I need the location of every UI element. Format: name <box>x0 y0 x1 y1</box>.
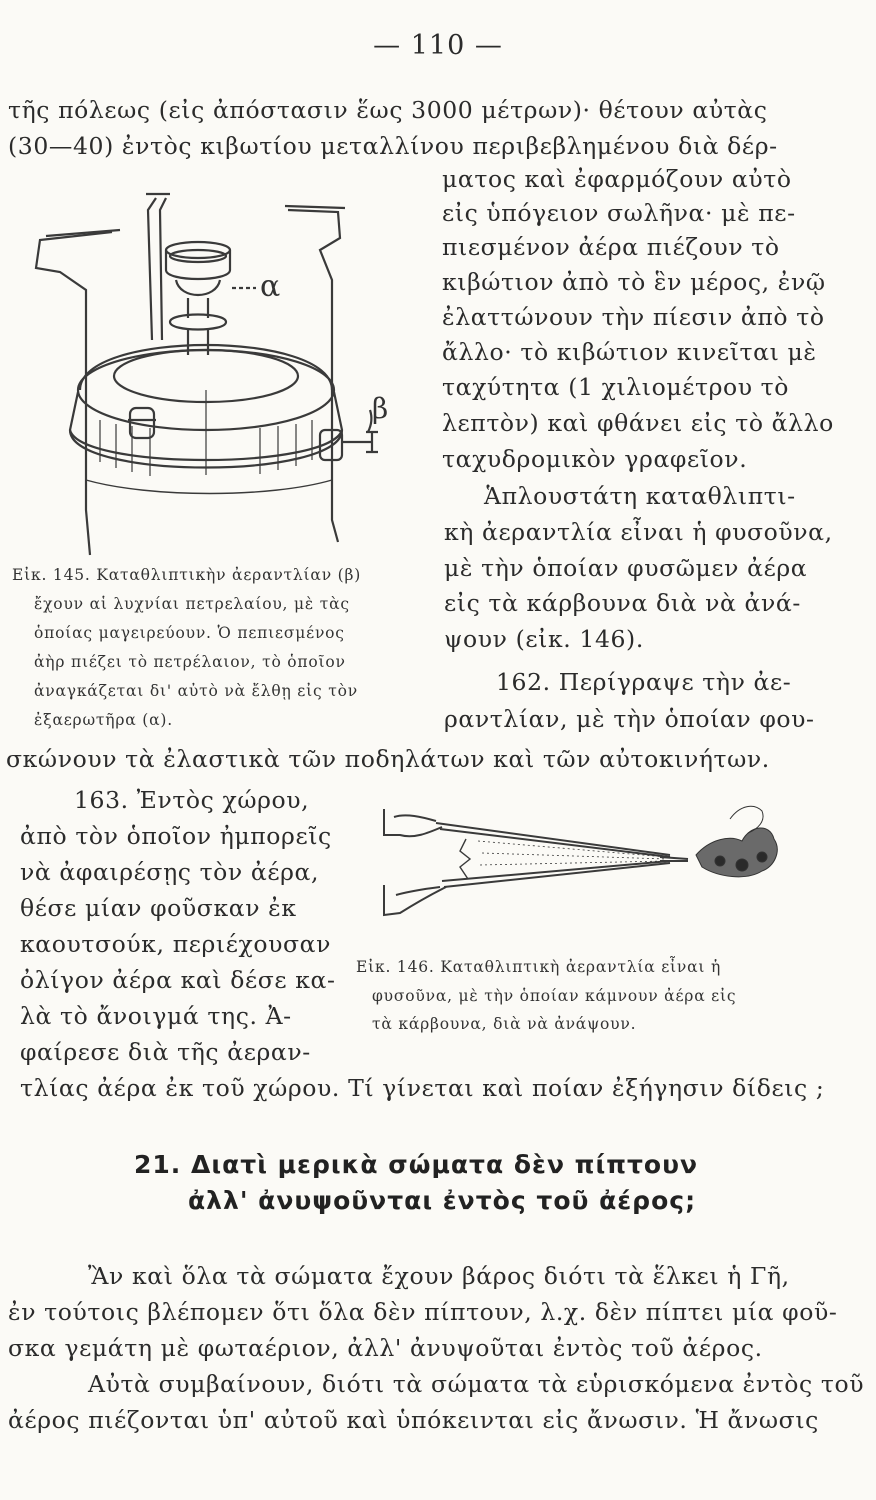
exercise-162-line: σκώνουν τὰ ἐλαστικὰ τῶν ποδηλάτων καὶ τῶν αὐτοκινήτων. <box>6 745 770 773</box>
figure-145-stove-illustration <box>20 180 420 560</box>
exercise-163-line: τλίας ἀέρα ἐκ τοῦ χώρου. Τί γίνεται καὶ ποίαν ἐξήγησιν δίδεις ; <box>20 1074 825 1102</box>
text-line: τῆς πόλεως (εἰς ἀπόστασιν ἕως 3000 μέτρων)· θέτουν αὐτὰς <box>8 96 768 124</box>
section-heading: ἀλλ' ἀνυψοῦνται ἐντὸς τοῦ ἀέρος; <box>188 1186 697 1215</box>
text-line: εἰς ὑπόγειον σωλῆνα· μὲ πε- <box>442 199 796 227</box>
text-line: ἀέρος πιέζονται ὑπ' αὐτοῦ καὶ ὑπόκεινται εἰς ἄνωσιν. Ἡ ἄνωσις <box>8 1406 819 1434</box>
exercise-162-line: 162. Περίγραψε τὴν ἀε- <box>496 668 792 696</box>
figure-146-caption-line: Εἰκ. 146. Καταθλιπτικὴ ἀεραντλία εἶναι ἡ <box>356 958 722 976</box>
exercise-163-line: ὀλίγον ἀέρα καὶ δέσε κα- <box>20 966 336 994</box>
figure-label-b: β <box>372 392 389 425</box>
text-line: ἐλαττώνουν τὴν πίεσιν ἀπὸ τὸ <box>442 303 825 331</box>
text-line: μὲ τὴν ὁποίαν φυσῶμεν ἀέρα <box>444 554 808 582</box>
figure-145-caption-line: ὁποίας μαγειρεύουν. Ὁ πεπιεσμένος <box>34 624 345 642</box>
figure-145-caption-line: ἐξαερωτῆρα (α). <box>34 711 173 729</box>
text-line: ματος καὶ ἐφαρμόζουν αὐτὸ <box>442 165 792 193</box>
text-line: σκα γεμάτη μὲ φωταέριον, ἀλλ' ἀνυψοῦται ἐντὸς τοῦ ἀέρος. <box>8 1334 763 1362</box>
exercise-163-line: καουτσούκ, περιέχουσαν <box>20 930 331 958</box>
text-line: πιεσμένον ἀέρα πιέζουν τὸ <box>442 233 780 261</box>
text-line: ταχύτητα (1 χιλιομέτρου τὸ <box>442 373 790 401</box>
text-line: Ἁπλουστάτη καταθλιπτι- <box>484 482 796 510</box>
exercise-163-line: λὰ τὸ ἄνοιγμά της. Ἀ- <box>20 1002 292 1030</box>
page-number: — 110 — <box>373 30 503 61</box>
text-line: ἄλλο· τὸ κιβώτιον κινεῖται μὲ <box>442 338 817 366</box>
exercise-163-line: νὰ ἀφαιρέσῃς τὸν ἀέρα, <box>20 858 320 886</box>
figure-145-caption-line: ἔχουν αἱ λυχνίαι πετρελαίου, μὲ τὰς <box>34 595 350 613</box>
figure-146-bellows-illustration <box>370 795 790 930</box>
figure-145-caption-line: ἀναγκάζεται δι' αὐτὸ νὰ ἔλθῃ εἰς τὸν <box>34 682 358 700</box>
exercise-163-line: θέσε μίαν φοῦσκαν ἐκ <box>20 894 297 922</box>
text-line: ψουν (εἰκ. 146). <box>444 625 644 653</box>
text-line: ταχυδρομικὸν γραφεῖον. <box>442 445 748 473</box>
text-line: ἐν τούτοις βλέπομεν ὅτι ὅλα δὲν πίπτουν, λ.χ. δὲν πίπτει μία φοῦ- <box>8 1298 838 1326</box>
section-heading: 21. Διατὶ μερικὰ σώματα δὲν πίπτουν <box>134 1150 699 1179</box>
exercise-163-line: ἀπὸ τὸν ὁποῖον ἠμπορεῖς <box>20 822 332 850</box>
text-line: κιβώτιον ἀπὸ τὸ ἓν μέρος, ἐνῷ <box>442 268 826 296</box>
text-line: λεπτὸν) καὶ φθάνει εἰς τὸ ἄλλο <box>442 409 834 437</box>
figure-145-caption-line: ἀὴρ πιέζει τὸ πετρέλαιον, τὸ ὁποῖον <box>34 653 346 671</box>
figure-145-caption-line: Εἰκ. 145. Καταθλιπτικὴν ἀεραντλίαν (β) <box>12 566 362 584</box>
exercise-163-line: 163. Ἐντὸς χώρου, <box>74 786 310 814</box>
text-line: εἰς τὰ κάρβουνα διὰ νὰ ἀνά- <box>444 589 801 617</box>
exercise-163-line: φαίρεσε διὰ τῆς ἀεραν- <box>20 1038 311 1066</box>
text-line: (30—40) ἐντὸς κιβωτίου μεταλλίνου περιβεβλημένου διὰ δέρ- <box>8 132 778 160</box>
figure-146-caption-line: τὰ κάρβουνα, διὰ νὰ ἀνάψουν. <box>372 1015 637 1033</box>
text-line: κὴ ἀεραντλία εἶναι ἡ φυσοῦνα, <box>444 518 833 546</box>
text-line: Αὐτὰ συμβαίνουν, διότι τὰ σώματα τὰ εὑρισκόμενα ἐντὸς τοῦ <box>88 1370 865 1398</box>
exercise-162-line: ραντλίαν, μὲ τὴν ὁποίαν φου- <box>444 705 815 733</box>
figure-label-a: α <box>260 269 281 304</box>
text-line: Ἂν καὶ ὅλα τὰ σώματα ἔχουν βάρος διότι τὰ ἕλκει ἡ Γῆ, <box>88 1262 790 1290</box>
figure-146-caption-line: φυσοῦνα, μὲ τὴν ὁποίαν κάμνουν ἀέρα εἰς <box>372 987 737 1005</box>
